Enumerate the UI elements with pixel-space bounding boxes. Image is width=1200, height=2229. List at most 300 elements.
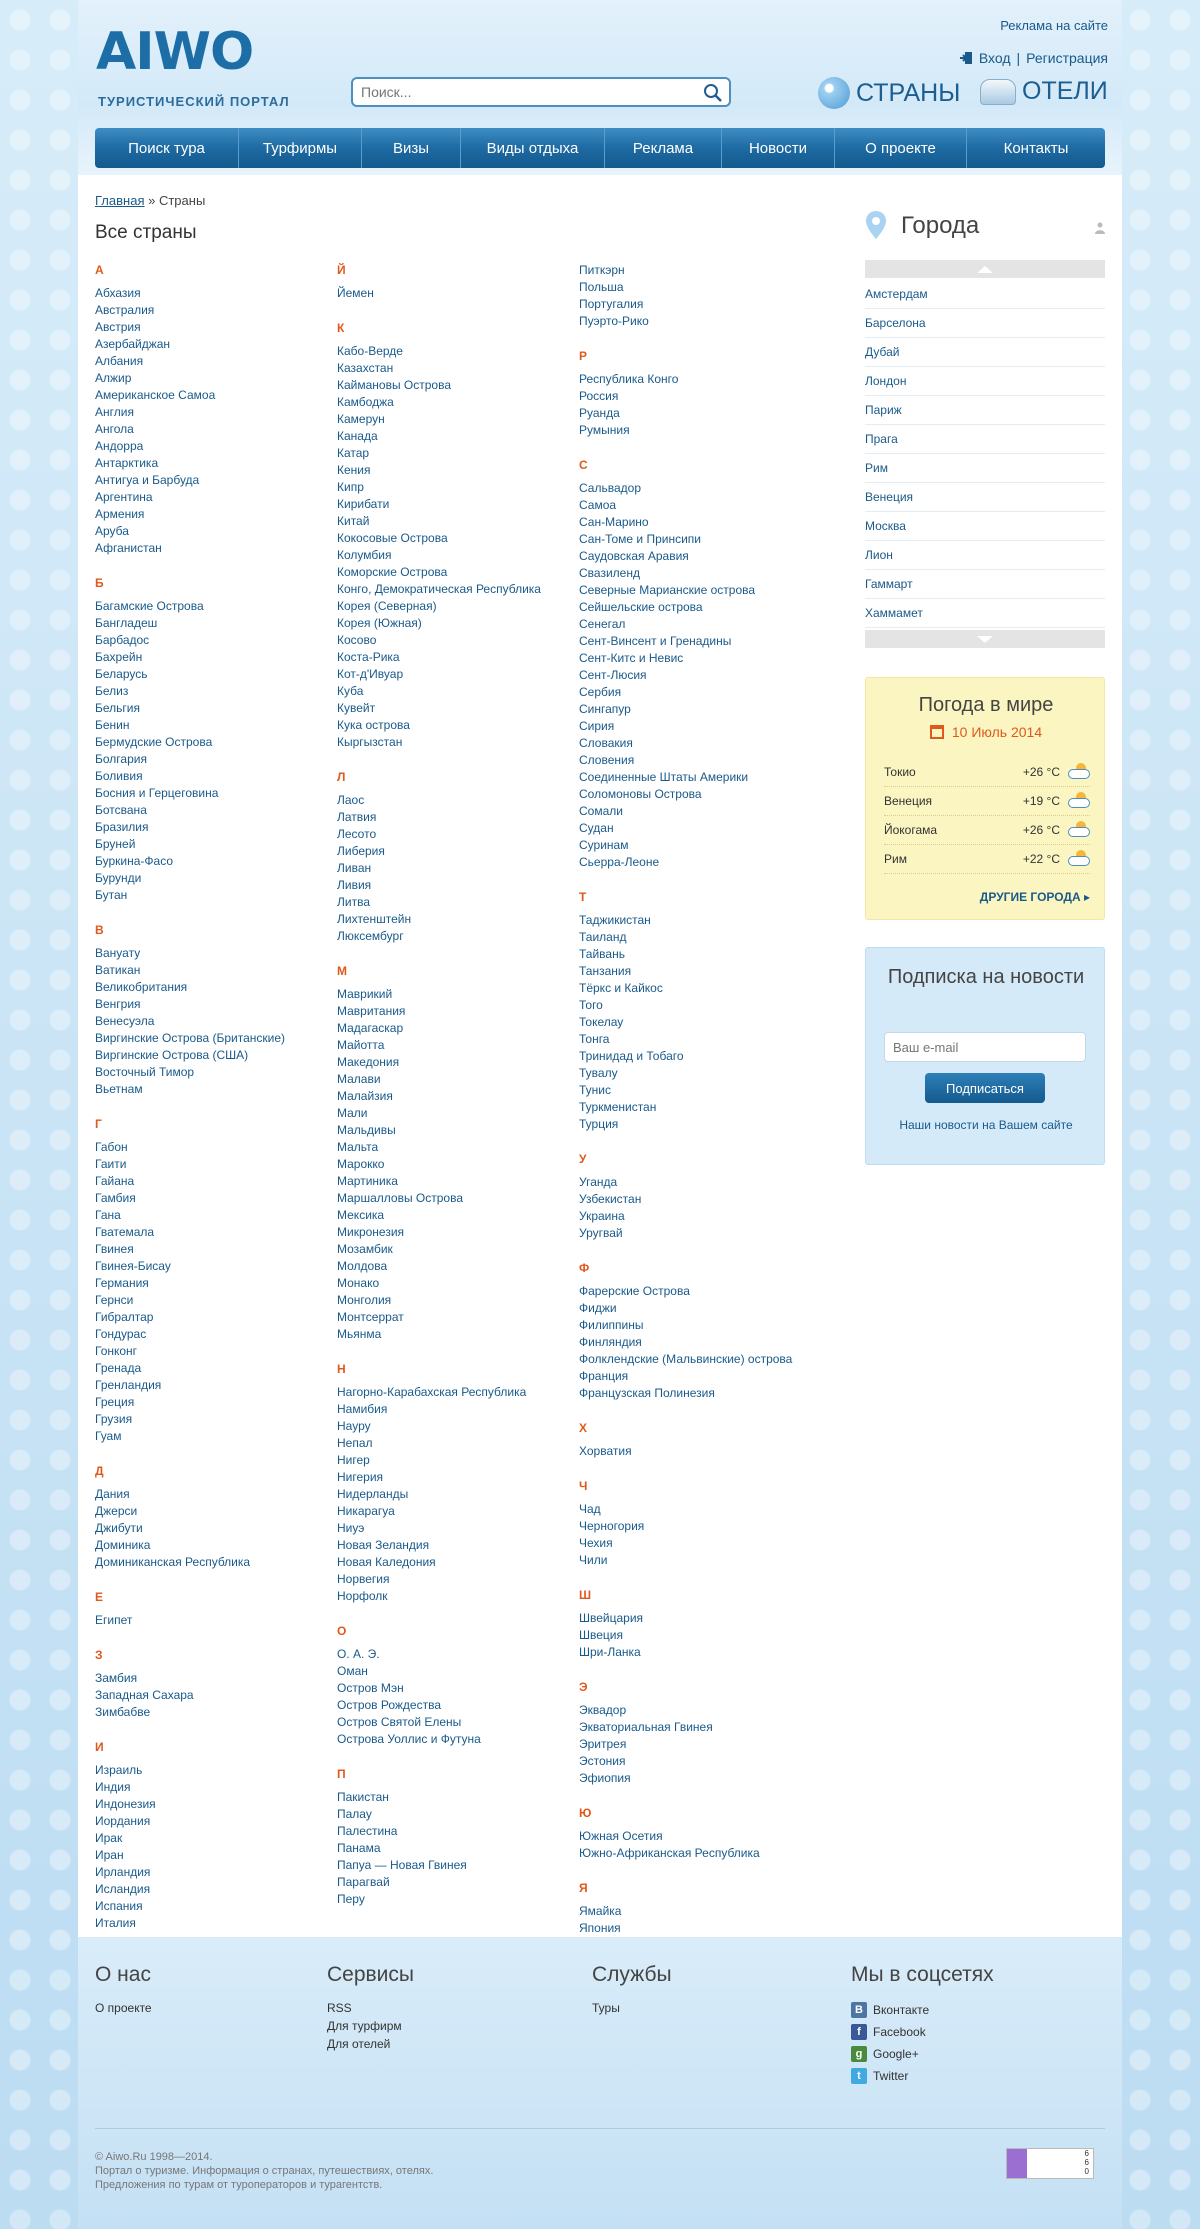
country-link[interactable]: Босния и Герцеговина bbox=[95, 786, 219, 800]
country-link[interactable]: Марокко bbox=[337, 1157, 385, 1171]
country-link[interactable]: Перу bbox=[337, 1892, 365, 1906]
country-link[interactable]: Остров Святой Елены bbox=[337, 1715, 462, 1729]
countries-column-3 bbox=[579, 262, 809, 1955]
country-link[interactable]: Либерия bbox=[337, 844, 385, 858]
weather-row bbox=[884, 816, 1090, 845]
country-link[interactable]: Монголия bbox=[337, 1293, 392, 1307]
country-link[interactable]: Никарагуа bbox=[337, 1504, 395, 1518]
country-link[interactable]: Индия bbox=[95, 1780, 131, 1794]
country-link[interactable]: Джибути bbox=[95, 1521, 143, 1535]
country-link[interactable]: Непал bbox=[337, 1436, 373, 1450]
country-link[interactable]: Австралия bbox=[95, 303, 155, 317]
country-link[interactable]: Колумбия bbox=[337, 548, 392, 562]
country-link[interactable]: Ямайка bbox=[579, 1904, 622, 1918]
country-link[interactable]: О. А. Э. bbox=[337, 1647, 380, 1661]
country-link[interactable]: Судан bbox=[579, 821, 614, 835]
subscribe-widget bbox=[865, 947, 1105, 1165]
country-link[interactable]: Латвия bbox=[337, 810, 377, 824]
country-link[interactable]: Ливан bbox=[337, 861, 372, 875]
country-link[interactable]: Беларусь bbox=[95, 667, 148, 681]
country-link[interactable]: Мартиника bbox=[337, 1174, 398, 1188]
country-link[interactable]: Палестина bbox=[337, 1824, 398, 1838]
country-link[interactable]: Украина bbox=[579, 1209, 625, 1223]
country-link[interactable]: Венесуэла bbox=[95, 1014, 155, 1028]
country-link[interactable]: Намибия bbox=[337, 1402, 388, 1416]
country-link[interactable]: Виргинские Острова (США) bbox=[95, 1048, 249, 1062]
nav-item-agencies[interactable]: Турфирмы bbox=[239, 128, 362, 168]
country-link[interactable]: Остров Мэн bbox=[337, 1681, 404, 1695]
country-link[interactable]: Бутан bbox=[95, 888, 128, 902]
country-link[interactable]: Корея (Южная) bbox=[337, 616, 422, 630]
country-link[interactable]: Куба bbox=[337, 684, 364, 698]
country-link[interactable]: Аруба bbox=[95, 524, 129, 538]
country-link[interactable]: Белиз bbox=[95, 684, 129, 698]
country-link[interactable]: Мадагаскар bbox=[337, 1021, 404, 1035]
country-link[interactable]: Джерси bbox=[95, 1504, 138, 1518]
country-link[interactable]: Саудовская Аравия bbox=[579, 549, 689, 563]
country-link[interactable]: Швеция bbox=[579, 1628, 623, 1642]
country-link[interactable]: Андорра bbox=[95, 439, 144, 453]
country-link[interactable]: Коморские Острова bbox=[337, 565, 448, 579]
country-link[interactable]: Северные Марианские острова bbox=[579, 583, 756, 597]
country-link[interactable]: Майотта bbox=[337, 1038, 385, 1052]
country-link[interactable]: Габон bbox=[95, 1140, 128, 1154]
country-link[interactable]: Гватемала bbox=[95, 1225, 155, 1239]
country-link[interactable]: Таиланд bbox=[579, 930, 627, 944]
country-link[interactable]: Узбекистан bbox=[579, 1192, 642, 1206]
country-link[interactable]: Армения bbox=[95, 507, 145, 521]
country-link[interactable]: Бермудские Острова bbox=[95, 735, 213, 749]
country-link[interactable]: Сент-Люсия bbox=[579, 668, 647, 682]
country-link[interactable]: Китай bbox=[337, 514, 370, 528]
country-link[interactable]: Кыргызстан bbox=[337, 735, 403, 749]
country-link[interactable]: Косово bbox=[337, 633, 377, 647]
country-link[interactable]: Чехия bbox=[579, 1536, 613, 1550]
register-link[interactable]: Регистрация bbox=[1026, 50, 1108, 66]
city-link[interactable]: Лион bbox=[865, 541, 1105, 570]
country-link[interactable]: Бруней bbox=[95, 837, 136, 851]
country-link[interactable]: Сент-Винсент и Гренадины bbox=[579, 634, 732, 648]
search-icon[interactable] bbox=[703, 83, 723, 103]
country-link[interactable]: Вануату bbox=[95, 946, 141, 960]
country-link[interactable]: Россия bbox=[579, 389, 619, 403]
country-link[interactable]: Мавритания bbox=[337, 1004, 406, 1018]
country-link[interactable]: Германия bbox=[95, 1276, 149, 1290]
country-link[interactable]: Багамские Острова bbox=[95, 599, 204, 613]
country-link[interactable]: Болгария bbox=[95, 752, 147, 766]
countries-link[interactable] bbox=[818, 77, 960, 109]
login-link[interactable]: Вход bbox=[978, 50, 1011, 66]
country-link[interactable]: Панама bbox=[337, 1841, 381, 1855]
country-link[interactable]: Чад bbox=[579, 1502, 601, 1516]
country-link[interactable]: Гернси bbox=[95, 1293, 134, 1307]
country-link[interactable]: Ангола bbox=[95, 422, 134, 436]
country-link[interactable]: Фарерские Острова bbox=[579, 1284, 690, 1298]
country-link[interactable]: Аргентина bbox=[95, 490, 153, 504]
country-link[interactable]: Нигерия bbox=[337, 1470, 384, 1484]
country-link[interactable]: Египет bbox=[95, 1613, 133, 1627]
country-link[interactable]: Гвинея bbox=[95, 1242, 134, 1256]
country-link[interactable]: Республика Конго bbox=[579, 372, 679, 386]
country-link[interactable]: Филиппины bbox=[579, 1318, 644, 1332]
country-link[interactable]: Сент-Китс и Невис bbox=[579, 651, 684, 665]
search-box bbox=[351, 77, 731, 107]
footer-link-for-agencies[interactable]: Для турфирм bbox=[327, 2019, 402, 2033]
country-link[interactable]: Йемен bbox=[337, 286, 374, 300]
country-link[interactable]: Хорватия bbox=[579, 1444, 632, 1458]
footer-link-rss[interactable]: RSS bbox=[327, 2001, 352, 2015]
country-link[interactable]: Питкэрн bbox=[579, 263, 625, 277]
country-link[interactable]: Маршалловы Острова bbox=[337, 1191, 464, 1205]
visit-counter[interactable] bbox=[1006, 2148, 1094, 2179]
country-link[interactable]: Абхазия bbox=[95, 286, 141, 300]
person-icon[interactable] bbox=[1095, 222, 1105, 234]
nav-item-about[interactable]: О проекте bbox=[835, 128, 967, 168]
social-link[interactable] bbox=[851, 2021, 994, 2043]
country-link[interactable]: Французская Полинезия bbox=[579, 1386, 715, 1400]
country-link[interactable]: Нагорно-Карабахская Республика bbox=[337, 1385, 527, 1399]
country-link[interactable]: Япония bbox=[579, 1921, 621, 1935]
country-link[interactable]: Токелау bbox=[579, 1015, 624, 1029]
country-link[interactable]: Уганда bbox=[579, 1175, 618, 1189]
country-link[interactable]: Гренада bbox=[95, 1361, 142, 1375]
country-link[interactable]: Чили bbox=[579, 1553, 608, 1567]
country-link[interactable]: Испания bbox=[95, 1899, 143, 1913]
country-link[interactable]: Буркина-Фасо bbox=[95, 854, 174, 868]
letter-heading: Ш bbox=[579, 1588, 592, 1602]
country-link[interactable]: Камерун bbox=[337, 412, 385, 426]
country-link[interactable]: Фиджи bbox=[579, 1301, 617, 1315]
country-link[interactable]: Виргинские Острова (Британские) bbox=[95, 1031, 286, 1045]
breadcrumb-home[interactable]: Главная bbox=[95, 193, 145, 208]
letter-heading: Х bbox=[579, 1421, 588, 1435]
country-link[interactable]: Каймановы Острова bbox=[337, 378, 452, 392]
country-link[interactable]: Черногория bbox=[579, 1519, 645, 1533]
country-link[interactable]: Кот-д'Ивуар bbox=[337, 667, 404, 681]
country-link[interactable]: Финляндия bbox=[579, 1335, 642, 1349]
country-link[interactable]: Нигер bbox=[337, 1453, 370, 1467]
country-link[interactable]: Эстония bbox=[579, 1754, 626, 1768]
logo[interactable] bbox=[96, 22, 296, 112]
facebook-icon: f bbox=[851, 2024, 867, 2040]
country-link[interactable]: Южная Осетия bbox=[579, 1829, 663, 1843]
country-link[interactable]: Иордания bbox=[95, 1814, 151, 1828]
country-link[interactable]: Польша bbox=[579, 280, 624, 294]
country-link[interactable]: Лесото bbox=[337, 827, 377, 841]
cities-scroll-down[interactable] bbox=[865, 630, 1105, 648]
country-link[interactable]: Туркменистан bbox=[579, 1100, 657, 1114]
country-link[interactable]: Гондурас bbox=[95, 1327, 147, 1341]
country-link[interactable]: Венгрия bbox=[95, 997, 141, 1011]
country-link[interactable]: Вьетнам bbox=[95, 1082, 143, 1096]
country-link[interactable]: Эквадор bbox=[579, 1703, 627, 1717]
news-widget-link[interactable]: Наши новости на Вашем сайте bbox=[899, 1118, 1073, 1132]
country-link[interactable]: Албания bbox=[95, 354, 144, 368]
subscribe-title: Подписка на новости bbox=[887, 966, 1085, 988]
country-link[interactable]: Палау bbox=[337, 1807, 372, 1821]
country-link[interactable]: Экваториальная Гвинея bbox=[579, 1720, 713, 1734]
letter-group bbox=[337, 1766, 567, 1908]
country-link[interactable]: Восточный Тимор bbox=[95, 1065, 195, 1079]
country-link[interactable]: Бахрейн bbox=[95, 650, 143, 664]
country-link[interactable]: Сан-Марино bbox=[579, 515, 649, 529]
country-link[interactable]: Того bbox=[579, 998, 603, 1012]
country-link[interactable]: Парагвай bbox=[337, 1875, 390, 1889]
nav-item-contacts[interactable]: Контакты bbox=[1003, 139, 1069, 157]
country-link[interactable]: Сирия bbox=[579, 719, 615, 733]
country-link[interactable]: Англия bbox=[95, 405, 134, 419]
country-link[interactable]: Эритрея bbox=[579, 1737, 627, 1751]
country-link[interactable]: Кирибати bbox=[337, 497, 390, 511]
country-link[interactable]: Эфиопия bbox=[579, 1771, 631, 1785]
country-link[interactable]: Швейцария bbox=[579, 1611, 644, 1625]
country-link[interactable]: Ливия bbox=[337, 878, 372, 892]
country-link[interactable]: Афганистан bbox=[95, 541, 162, 555]
country-link[interactable]: Турция bbox=[579, 1117, 619, 1131]
country-link[interactable]: Боливия bbox=[95, 769, 143, 783]
country-link[interactable]: Словакия bbox=[579, 736, 633, 750]
country-link[interactable]: Румыния bbox=[579, 423, 630, 437]
country-link[interactable]: Норфолк bbox=[337, 1589, 388, 1603]
country-link[interactable]: Ирак bbox=[95, 1831, 123, 1845]
arrow-down-icon bbox=[977, 636, 993, 643]
country-link[interactable]: Дания bbox=[95, 1487, 130, 1501]
letter-group bbox=[95, 1589, 325, 1629]
country-link[interactable]: Американское Самоа bbox=[95, 388, 216, 402]
weather-temp: +26 °C bbox=[1022, 823, 1060, 837]
country-link[interactable]: Ватикан bbox=[95, 963, 141, 977]
country-link[interactable]: Норвегия bbox=[337, 1572, 390, 1586]
country-link[interactable]: Новая Зеландия bbox=[337, 1538, 430, 1552]
country-link[interactable]: Грузия bbox=[95, 1412, 133, 1426]
country-link[interactable]: Конго, Демократическая Республика bbox=[337, 582, 541, 596]
country-link[interactable]: Руанда bbox=[579, 406, 620, 420]
country-link[interactable]: Мали bbox=[337, 1106, 368, 1120]
country-link[interactable]: Монако bbox=[337, 1276, 380, 1290]
country-link[interactable]: Гана bbox=[95, 1208, 121, 1222]
nav-item-visas[interactable]: Визы bbox=[362, 128, 461, 168]
country-link[interactable]: Зимбабве bbox=[95, 1705, 151, 1719]
country-link[interactable]: Мальта bbox=[337, 1140, 379, 1154]
country-link[interactable]: Кипр bbox=[337, 480, 364, 494]
country-link[interactable]: Таджикистан bbox=[579, 913, 651, 927]
country-link[interactable]: Литва bbox=[337, 895, 370, 909]
country-link[interactable]: Сан-Томе и Принсипи bbox=[579, 532, 701, 546]
country-link[interactable]: Македония bbox=[337, 1055, 400, 1069]
country-link[interactable]: Катар bbox=[337, 446, 370, 460]
country-link[interactable]: Ниуэ bbox=[337, 1521, 365, 1535]
nav-item-tour-search[interactable]: Поиск тура bbox=[95, 128, 239, 168]
country-link[interactable]: Ботсвана bbox=[95, 803, 147, 817]
social-link[interactable] bbox=[851, 2065, 994, 2087]
social-link[interactable] bbox=[851, 2043, 994, 2065]
country-link[interactable]: Пакистан bbox=[337, 1790, 389, 1804]
country-link[interactable]: Коста-Рика bbox=[337, 650, 400, 664]
country-link[interactable]: Молдова bbox=[337, 1259, 388, 1273]
letter-heading: Ф bbox=[579, 1261, 590, 1275]
country-link[interactable]: Гайана bbox=[95, 1174, 135, 1188]
country-link[interactable]: Лихтенштейн bbox=[337, 912, 412, 926]
country-link[interactable]: Острова Уоллис и Футуна bbox=[337, 1732, 481, 1746]
city-link[interactable]: Париж bbox=[865, 396, 1105, 425]
footer-link-about-project[interactable]: О проекте bbox=[95, 2001, 152, 2015]
country-link[interactable]: Португалия bbox=[579, 297, 644, 311]
country-link[interactable]: Антарктика bbox=[95, 456, 159, 470]
nav-item-news[interactable]: Новости bbox=[722, 128, 835, 168]
country-link[interactable]: Уругвай bbox=[579, 1226, 623, 1240]
country-link[interactable]: Сальвадор bbox=[579, 481, 641, 495]
country-link[interactable]: Лаос bbox=[337, 793, 365, 807]
country-link[interactable]: Маврикий bbox=[337, 987, 393, 1001]
country-link[interactable]: Кокосовые Острова bbox=[337, 531, 448, 545]
country-link[interactable]: Тринидад и Тобаго bbox=[579, 1049, 684, 1063]
page-title: Все страны bbox=[95, 222, 197, 243]
country-link[interactable]: Исландия bbox=[95, 1882, 151, 1896]
country-link[interactable]: Микронезия bbox=[337, 1225, 405, 1239]
country-link[interactable]: Южно-Африканская Республика bbox=[579, 1846, 760, 1860]
country-link[interactable]: Камбоджа bbox=[337, 395, 394, 409]
country-link[interactable]: Замбия bbox=[95, 1671, 138, 1685]
country-link[interactable]: Франция bbox=[579, 1369, 629, 1383]
letter-heading: Р bbox=[579, 349, 588, 363]
country-link[interactable]: Азербайджан bbox=[95, 337, 171, 351]
country-link[interactable]: Антигуа и Барбуда bbox=[95, 473, 200, 487]
country-link[interactable]: Бурунди bbox=[95, 871, 142, 885]
country-link[interactable]: Великобритания bbox=[95, 980, 188, 994]
country-link[interactable]: Алжир bbox=[95, 371, 132, 385]
city-link[interactable]: Амстердам bbox=[865, 280, 1105, 309]
country-link[interactable]: Сенегал bbox=[579, 617, 626, 631]
letter-heading: Э bbox=[579, 1680, 588, 1694]
footer-link-for-hotels[interactable]: Для отелей bbox=[327, 2037, 391, 2051]
city-link[interactable]: Лондон bbox=[865, 367, 1105, 396]
subscribe-button[interactable]: Подписаться bbox=[925, 1073, 1045, 1103]
letter-group bbox=[579, 1420, 809, 1460]
city-link[interactable]: Прага bbox=[865, 425, 1105, 454]
country-link[interactable]: Нидерланды bbox=[337, 1487, 409, 1501]
country-link[interactable]: Мозамбик bbox=[337, 1242, 393, 1256]
country-link[interactable]: Тонга bbox=[579, 1032, 610, 1046]
country-link[interactable]: Новая Каледония bbox=[337, 1555, 436, 1569]
country-link[interactable]: Суринам bbox=[579, 838, 629, 852]
country-link[interactable]: Соломоновы Острова bbox=[579, 787, 702, 801]
country-link[interactable]: Папуа — Новая Гвинея bbox=[337, 1858, 467, 1872]
country-link[interactable]: Тувалу bbox=[579, 1066, 618, 1080]
country-link[interactable]: Гонконг bbox=[95, 1344, 138, 1358]
weather-city: Токио bbox=[884, 765, 916, 779]
footer-link-tours[interactable]: Туры bbox=[592, 2001, 620, 2015]
country-link[interactable]: Бельгия bbox=[95, 701, 140, 715]
footer-about bbox=[95, 1963, 152, 2017]
country-link[interactable]: Иран bbox=[95, 1848, 124, 1862]
cities-scroll-up[interactable] bbox=[865, 260, 1105, 278]
country-link[interactable]: Греция bbox=[95, 1395, 135, 1409]
country-link[interactable]: Австрия bbox=[95, 320, 141, 334]
country-link[interactable]: Мексика bbox=[337, 1208, 385, 1222]
nav-item-advertising[interactable]: Реклама bbox=[605, 128, 722, 168]
country-link[interactable]: Тунис bbox=[579, 1083, 611, 1097]
country-link[interactable]: Соединенные Штаты Америки bbox=[579, 770, 749, 784]
country-link[interactable]: Западная Сахара bbox=[95, 1688, 194, 1702]
country-link[interactable]: Танзания bbox=[579, 964, 632, 978]
country-link[interactable]: Израиль bbox=[95, 1763, 143, 1777]
country-link[interactable]: Свазиленд bbox=[579, 566, 640, 580]
country-link[interactable]: Малави bbox=[337, 1072, 381, 1086]
country-link[interactable]: Кабо-Верде bbox=[337, 344, 403, 358]
country-link[interactable]: Индонезия bbox=[95, 1797, 156, 1811]
search-input[interactable] bbox=[361, 79, 681, 105]
country-link[interactable]: Сьерра-Леоне bbox=[579, 855, 660, 869]
country-link[interactable]: Сомали bbox=[579, 804, 623, 818]
country-link[interactable]: Науру bbox=[337, 1419, 371, 1433]
weather-row bbox=[884, 758, 1090, 787]
city-link[interactable]: Гаммарт bbox=[865, 570, 1105, 599]
ad-link[interactable]: Реклама на сайте bbox=[1000, 18, 1108, 33]
country-link[interactable]: Бразилия bbox=[95, 820, 149, 834]
country-link[interactable]: Шри-Ланка bbox=[579, 1645, 641, 1659]
city-link[interactable]: Дубай bbox=[865, 338, 1105, 367]
country-link[interactable]: Гамбия bbox=[95, 1191, 136, 1205]
country-link[interactable]: Гренландия bbox=[95, 1378, 162, 1392]
country-link[interactable]: Гибралтар bbox=[95, 1310, 154, 1324]
country-link[interactable]: Италия bbox=[95, 1916, 136, 1930]
country-link[interactable]: Мьянма bbox=[337, 1327, 382, 1341]
country-link[interactable]: Бангладеш bbox=[95, 616, 158, 630]
hotels-link[interactable] bbox=[980, 77, 1108, 106]
country-link[interactable]: Люксембург bbox=[337, 929, 404, 943]
city-link[interactable]: Москва bbox=[865, 512, 1105, 541]
city-link[interactable]: Рим bbox=[865, 454, 1105, 483]
country-link[interactable]: Казахстан bbox=[337, 361, 394, 375]
city-link[interactable]: Хаммамет bbox=[865, 599, 1105, 628]
country-link[interactable]: Монтсеррат bbox=[337, 1310, 404, 1324]
country-link[interactable]: Доминика bbox=[95, 1538, 151, 1552]
country-link[interactable]: Словения bbox=[579, 753, 635, 767]
country-link[interactable]: Канада bbox=[337, 429, 378, 443]
country-link[interactable]: Доминиканская Республика bbox=[95, 1555, 251, 1569]
social-link[interactable] bbox=[851, 1999, 994, 2021]
country-link[interactable]: Малайзия bbox=[337, 1089, 393, 1103]
country-link[interactable]: Остров Рождества bbox=[337, 1698, 442, 1712]
country-link[interactable]: Мальдивы bbox=[337, 1123, 396, 1137]
country-link[interactable]: Барбадос bbox=[95, 633, 150, 647]
city-link[interactable]: Венеция bbox=[865, 483, 1105, 512]
country-link[interactable]: Корея (Северная) bbox=[337, 599, 437, 613]
country-link[interactable]: Пуэрто-Рико bbox=[579, 314, 649, 328]
other-cities-link[interactable]: ДРУГИЕ ГОРОДА ▸ bbox=[979, 890, 1090, 904]
country-link[interactable]: Тайвань bbox=[579, 947, 625, 961]
country-link[interactable]: Фолклендские (Мальвинские) острова bbox=[579, 1352, 793, 1366]
country-link[interactable]: Ирландия bbox=[95, 1865, 151, 1879]
email-field[interactable] bbox=[884, 1032, 1086, 1062]
countries-column-2 bbox=[337, 262, 567, 1926]
country-link[interactable]: Сингапур bbox=[579, 702, 631, 716]
country-link[interactable]: Самоа bbox=[579, 498, 617, 512]
country-link[interactable]: Гаити bbox=[95, 1157, 127, 1171]
city-link[interactable]: Барселона bbox=[865, 309, 1105, 338]
country-link[interactable]: Тёркс и Кайкос bbox=[579, 981, 663, 995]
country-link[interactable]: Гуам bbox=[95, 1429, 122, 1443]
country-link[interactable]: Гвинея-Бисау bbox=[95, 1259, 171, 1273]
country-link[interactable]: Кувейт bbox=[337, 701, 376, 715]
country-link[interactable]: Кения bbox=[337, 463, 371, 477]
country-link[interactable]: Оман bbox=[337, 1664, 368, 1678]
country-link[interactable]: Кука острова bbox=[337, 718, 410, 732]
country-link[interactable]: Бенин bbox=[95, 718, 130, 732]
country-link[interactable]: Сейшельские острова bbox=[579, 600, 703, 614]
country-link[interactable]: Сербия bbox=[579, 685, 622, 699]
nav-item-vacation-types[interactable]: Виды отдыха bbox=[461, 128, 605, 168]
